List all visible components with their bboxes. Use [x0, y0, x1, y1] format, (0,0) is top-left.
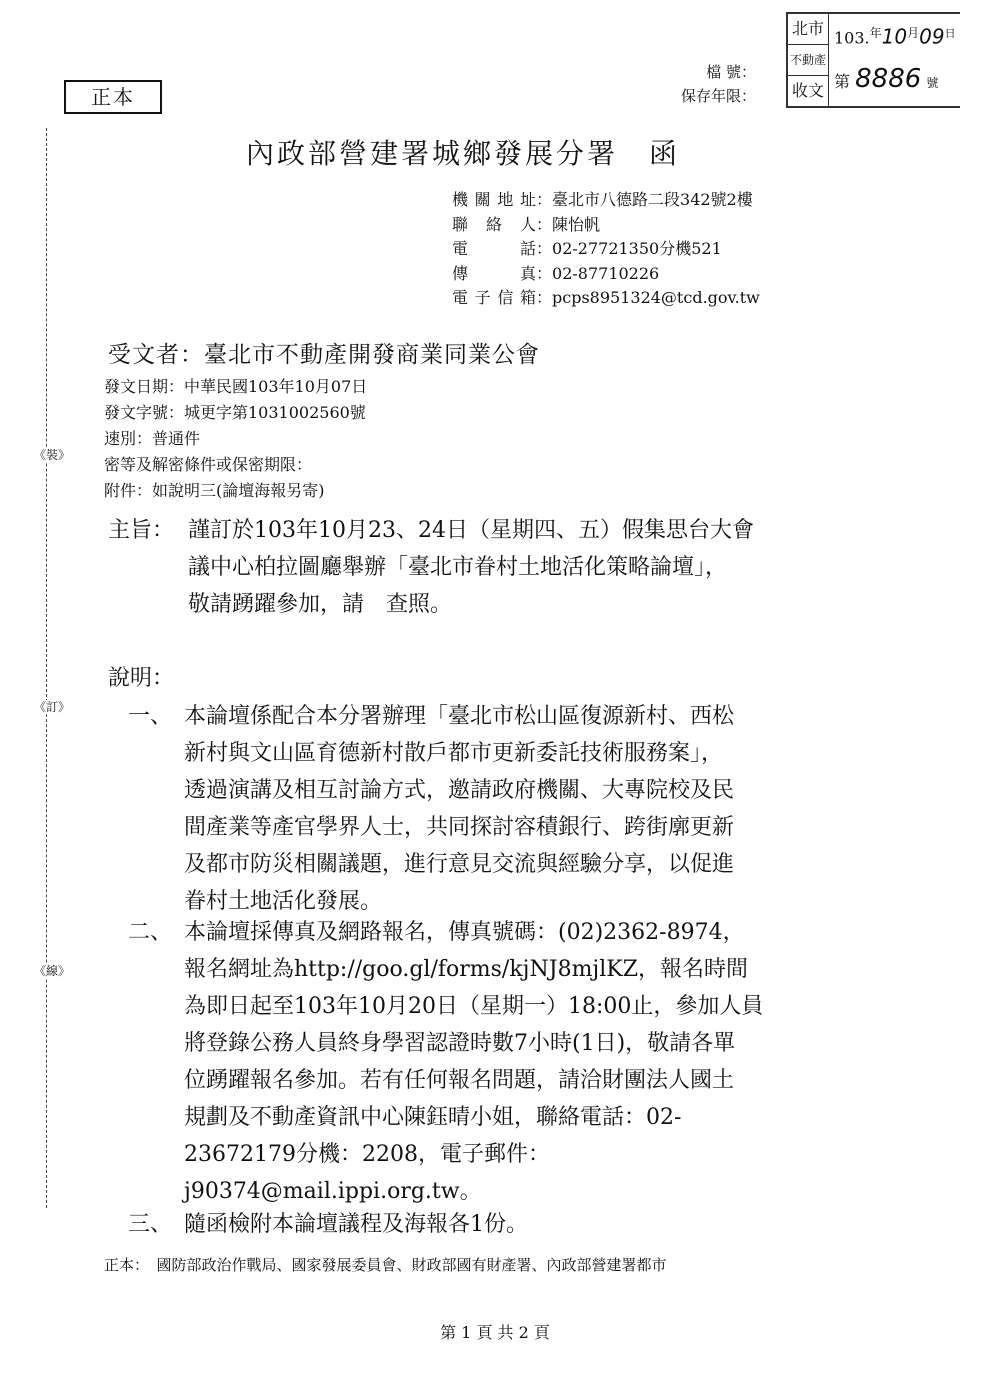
agency-label: 機關地址 [452, 190, 536, 209]
issue-number: 發文字號：城更字第1031002560號 [104, 403, 366, 422]
stamp-number: 8886 [855, 64, 922, 94]
subject-label: 主旨： [108, 518, 175, 543]
agency-value: 陳怡帆 [552, 214, 601, 234]
item-line: 23672179分機：2208，電子郵件： [184, 1142, 550, 1167]
stamp-di: 第 [834, 72, 851, 91]
item-line: 及都市防災相關議題，進行意見交流與經驗分享，以促進 [184, 852, 735, 877]
received-stamp [786, 12, 960, 108]
speed-class: 速別：普通件 [104, 429, 201, 448]
item-line: 透過演講及相互討論方式，邀請政府機關、大專院校及民 [184, 778, 735, 803]
agency-label: 電子信箱 [452, 288, 536, 307]
item-line: 新村與文山區育德新村散戶都市更新委託技術服務案」， [184, 741, 724, 766]
binding-mark-zhuang: 《裝》 [34, 448, 71, 462]
item-number: 一、 [128, 704, 173, 729]
item-text [184, 1206, 864, 1243]
attachment: 附件：如說明三(論壇海報另寄) [104, 481, 325, 500]
copy-label: 正本 [64, 80, 162, 114]
item-line: 隨函檢附本論壇議程及海報各1份。 [184, 1212, 528, 1237]
item-line: 報名網址為http://goo.gl/forms/kjNJ8mjlKZ，報名時間 [184, 957, 749, 982]
agency-row: 機關地址：臺北市八德路二段342號2樓 [452, 188, 760, 213]
item-text [184, 698, 864, 920]
subject-text [188, 512, 868, 623]
item-number: 二、 [128, 920, 173, 945]
issue-date: 發文日期：中華民國103年10月07日 [104, 377, 368, 396]
item-number: 三、 [128, 1212, 173, 1237]
binding-mark-xian: 《線》 [34, 964, 71, 978]
stamp-number-row [834, 64, 938, 94]
document-title: 內政部營建署城鄉發展分署 函 [246, 137, 681, 170]
agency-label: 電話 [452, 239, 536, 258]
item-line: 本論壇係配合本分署辦理「臺北市松山區復源新村、西松 [184, 704, 735, 729]
stamp-org-line2: 不動產 [788, 45, 828, 76]
stamp-date-row [834, 24, 956, 48]
item-line: 為即日起至103年10月20日（星期一）18:00止，參加人員 [184, 994, 764, 1019]
issue-meta [104, 374, 367, 504]
subject-line: 議中心柏拉圖廳舉辦「臺北市眷村土地活化策略論壇」， [188, 555, 728, 580]
agency-value: 臺北市八德路二段342號2樓 [552, 190, 753, 209]
agency-label: 傳真 [452, 263, 536, 283]
agency-row: 電子信箱：pcps8951324@tcd.gov.tw [452, 286, 760, 311]
cc-recipients: 正本： 國防部政治作戰局、國家發展委員會、財政部國有財產署、內政部營建署都市 [104, 1256, 667, 1274]
subject-line: 敬請踴躍參加，請 查照。 [188, 592, 453, 617]
agency-row: 傳真：02-87710226 [452, 262, 760, 287]
item-line: 將登錄公務人員終身學習認證時數7小時(1日)，敬請各單 [184, 1031, 736, 1056]
agency-value: 02-27721350分機521 [552, 239, 722, 258]
item-line: 規劃及不動產資訊中心陳鈺晴小姐，聯絡電話：02- [184, 1105, 682, 1130]
page-footer: 第 1 頁 共 2 頁 [440, 1323, 550, 1342]
item-line: 本論壇採傳真及網路報名，傳真號碼：(02)2362-8974， [184, 920, 745, 945]
stamp-org-line1: 北市 [788, 14, 828, 45]
binding-mark-ding: 《訂》 [34, 700, 71, 714]
agency-row: 電話：02-27721350分機521 [452, 237, 760, 262]
agency-value: pcps8951324@tcd.gov.tw [552, 288, 760, 307]
stamp-year: 103. [834, 28, 870, 48]
stamp-hao: 號 [926, 76, 939, 90]
recipient-value: 臺北市不動產開發商業同業公會 [204, 342, 540, 368]
stamp-org-column [788, 14, 829, 106]
binding-line [46, 128, 47, 1208]
recipient-label: 受文者： [108, 342, 204, 368]
item-line: 眷村土地活化發展。 [184, 889, 383, 914]
stamp-ri: 日 [944, 27, 956, 40]
item-line: 間產業等產官學界人士，共同探討容積銀行、跨街廓更新 [184, 815, 735, 840]
agency-value: 02-87710226 [552, 263, 660, 283]
agency-contact [452, 188, 760, 311]
file-number-label: 檔 號： [706, 63, 756, 81]
agency-label: 聯絡人 [452, 214, 536, 234]
stamp-nian: 年 [869, 26, 882, 40]
archive-info [662, 60, 756, 108]
retention-label: 保存年限： [680, 87, 756, 105]
confidentiality: 密等及解密條件或保密期限： [104, 455, 313, 474]
explanation-label: 說明： [108, 666, 175, 691]
item-line: 位踴躍報名參加。若有任何報名問題，請洽財團法人國土 [184, 1068, 735, 1093]
item-line: j90374@mail.ippi.org.tw。 [184, 1179, 482, 1204]
recipient [108, 336, 540, 369]
agency-row: 聯絡人：陳怡帆 [452, 213, 760, 238]
item-text [184, 914, 864, 1210]
stamp-day: 09 [919, 24, 945, 49]
stamp-month: 10 [881, 24, 908, 49]
stamp-yue: 月 [907, 26, 920, 40]
subject-line: 謹訂於103年10月23、24日（星期四、五）假集思台大會 [188, 518, 754, 543]
stamp-org-line3: 收文 [791, 81, 824, 100]
